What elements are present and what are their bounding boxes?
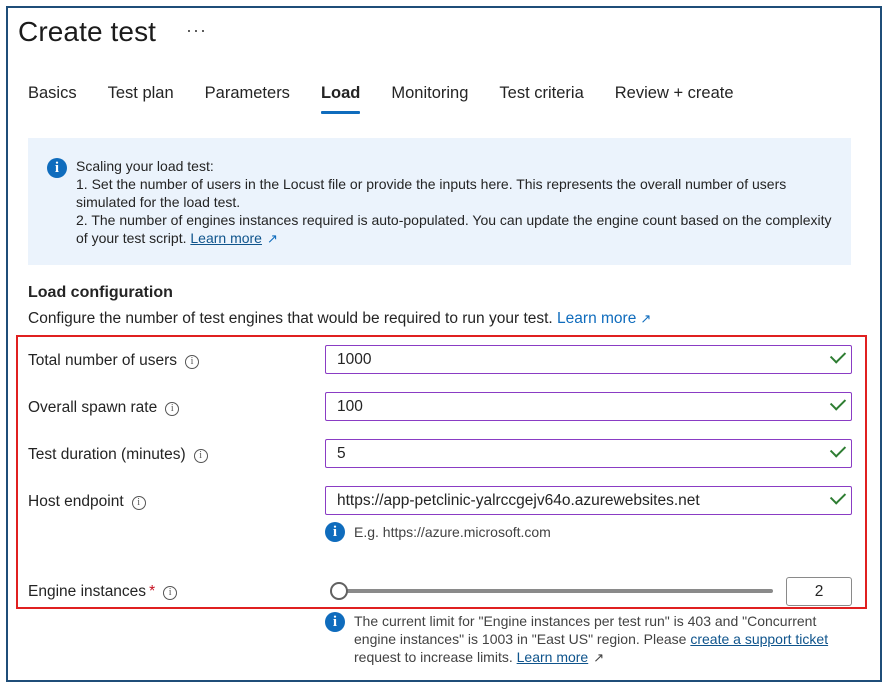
load-config-learn-more-link[interactable]: Learn more xyxy=(557,310,637,327)
info-icon: i xyxy=(325,522,345,542)
info-banner-text xyxy=(76,157,836,248)
users-input[interactable] xyxy=(325,345,852,374)
duration-input[interactable] xyxy=(325,439,852,468)
section-title: Load configuration xyxy=(28,284,173,301)
host-value: https://app-petclinic-yalrccgejv64o.azurewebsites.net xyxy=(337,492,700,509)
checkmark-icon xyxy=(830,394,846,410)
host-label xyxy=(28,493,146,511)
checkmark-icon xyxy=(830,488,846,504)
more-options-button[interactable]: ··· xyxy=(186,20,207,40)
engines-slider-thumb[interactable] xyxy=(330,582,348,600)
section-description xyxy=(28,310,651,328)
engine-note-text-2: request to increase limits. xyxy=(354,649,513,665)
info-icon: i xyxy=(47,158,67,178)
users-value: 1000 xyxy=(337,351,372,368)
duration-label xyxy=(28,446,208,464)
tab-basics[interactable]: Basics xyxy=(28,84,77,102)
info-circle-icon[interactable]: i xyxy=(165,402,179,416)
page-title: Create test xyxy=(18,16,157,47)
required-marker: * xyxy=(149,583,156,600)
info-line-2: 1. Set the number of users in the Locust file or provide the inputs here. This represents the overall number of users simulated for the load test. xyxy=(76,176,787,210)
tab-test-criteria[interactable]: Test criteria xyxy=(499,84,584,102)
spawn-rate-label-text: Overall spawn rate xyxy=(28,399,158,416)
checkmark-icon xyxy=(830,347,846,363)
info-line-3 xyxy=(76,211,836,248)
engines-slider-track[interactable] xyxy=(332,589,773,593)
info-icon: i xyxy=(325,612,345,632)
engine-note-text: The current limit for "Engine instances per test run" is 403 and "Concurrent engine instances" is 1003 in "East US" region. Please xyxy=(354,613,817,647)
tab-test-plan[interactable]: Test plan xyxy=(107,84,174,102)
spawn-rate-value: 100 xyxy=(337,398,363,415)
tab-parameters[interactable]: Parameters xyxy=(204,84,290,102)
external-link-icon: ↗ xyxy=(593,650,605,665)
info-circle-icon[interactable]: i xyxy=(185,355,199,369)
info-line-1: Scaling your load test: xyxy=(76,158,214,174)
host-hint: E.g. https://azure.microsoft.com xyxy=(354,524,551,540)
users-label-text: Total number of users xyxy=(28,352,178,369)
external-link-icon: ↗ xyxy=(266,231,278,246)
support-ticket-link[interactable]: create a support ticket xyxy=(690,631,829,647)
engine-learn-more-link[interactable]: Learn more xyxy=(516,649,589,665)
info-banner xyxy=(28,138,851,265)
duration-label-text: Test duration (minutes) xyxy=(28,446,186,463)
external-link-icon: ↗ xyxy=(640,311,652,326)
tab-bar xyxy=(28,82,765,114)
spawn-rate-label xyxy=(28,399,179,417)
tab-review-create[interactable]: Review + create xyxy=(614,84,734,102)
tab-monitoring[interactable]: Monitoring xyxy=(391,84,469,102)
checkmark-icon xyxy=(830,441,846,457)
info-circle-icon[interactable]: i xyxy=(194,449,208,463)
duration-value: 5 xyxy=(337,445,346,462)
info-circle-icon[interactable]: i xyxy=(163,586,177,600)
host-label-text: Host endpoint xyxy=(28,493,124,510)
info-learn-more-link[interactable]: Learn more xyxy=(190,230,262,246)
spawn-rate-input[interactable] xyxy=(325,392,852,421)
engines-label-text: Engine instances xyxy=(28,583,147,600)
info-line-3-text: 2. The number of engines instances required is auto-populated. You can update the engine count based on the complexity of your test script. xyxy=(76,212,832,246)
users-label xyxy=(28,352,199,370)
info-circle-icon[interactable]: i xyxy=(132,496,146,510)
tab-load[interactable]: Load xyxy=(321,82,360,114)
host-input[interactable] xyxy=(325,486,852,515)
highlight-box xyxy=(16,335,867,609)
engine-limit-note xyxy=(354,612,854,667)
section-description-text: Configure the number of test engines that would be required to run your test. xyxy=(28,310,553,327)
engines-count-input[interactable]: 2 xyxy=(786,577,852,606)
engines-label xyxy=(28,583,177,601)
